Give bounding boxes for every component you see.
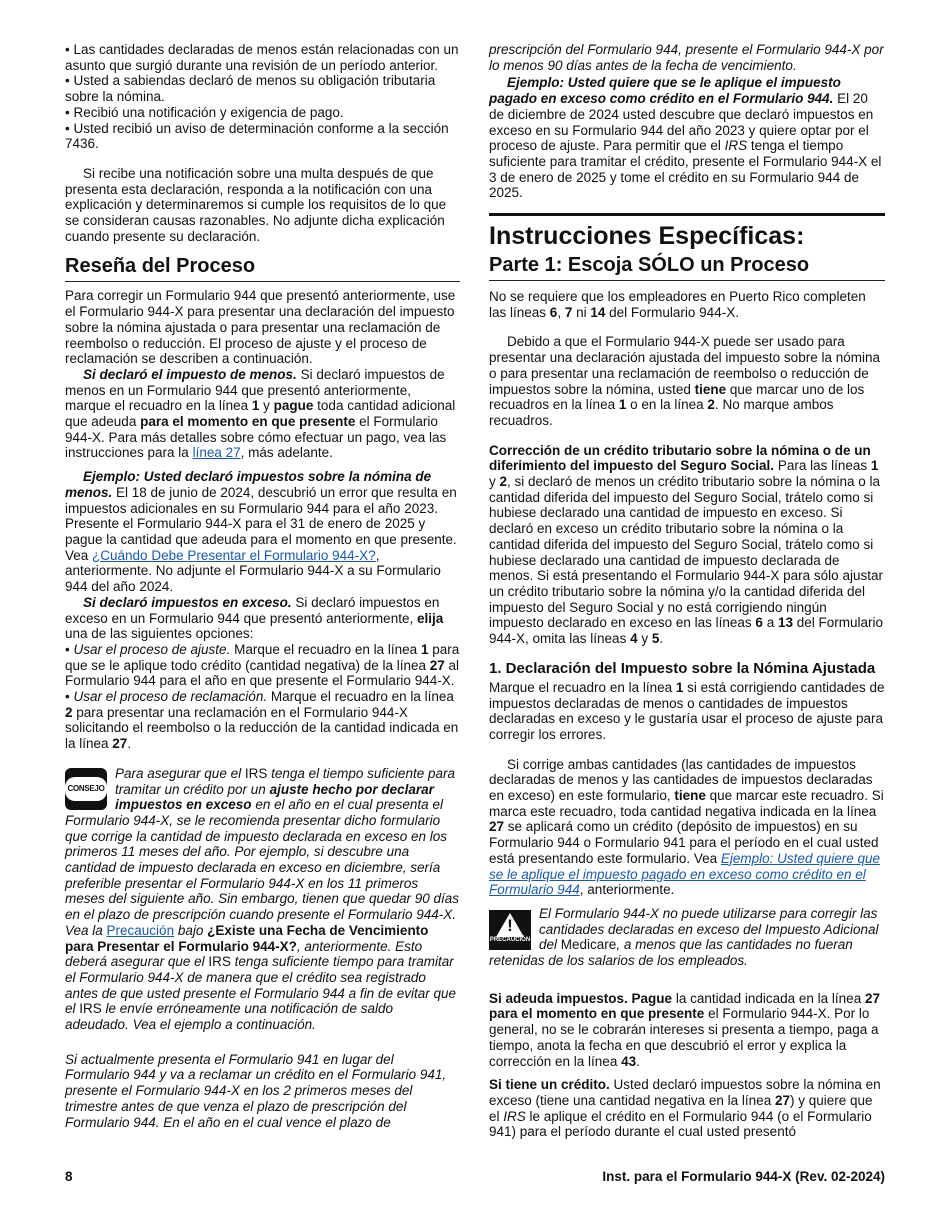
declaracion-ajustada-heading: 1. Declaración del Impuesto sobre la Nómina Ajustada bbox=[489, 659, 876, 677]
continued-paragraph: prescripción del Formulario 944, presente el Formulario 944-X por lo menos 90 días antes de la fecha de vencimiento. bbox=[489, 42, 884, 73]
tip-paragraph: Para asegurar que el IRS tenga el tiempo suficiente para tramitar un crédito por un ajuste hecho por declarar impuestos en exceso en el año en el cual presenta el Formulario 944-X, se le recomienda presentar dicho formulario que corrige la cantidad de impuesto declarada en exceso en los primeros 11 meses del año. Por ejemplo, si descubre una cantidad de impuesto declarada en exceso en diciembre, sería preferible presentar el Formulario 944-X en los 11 primeros meses del siguiente año. Sin embargo, tienen que quedar 90 días en el plazo de prescripción cuando presente el Formulario 944-X. Vea la Precaución bajo ¿Existe una Fecha de Vencimiento para Presentar el Formulario 944-X?, anteriormente. Esto deberá asegurar que el IRS tenga suficiente tiempo para tramitar el Formulario 944-X de manera que el crédito sea registrado antes de que usted presente el Formulario 944 a fin de evitar que el IRS le envíe erróneamente una notificación de saldo adeudado. Vea el ejemplo a continuación. bbox=[65, 765, 460, 1033]
caution-paragraph: El Formulario 944-X no puede utilizarse para corregir las cantidades declaradas en exceso del Impuesto Adicional del Medicare, a menos que las cantidades no fueran retenidas de los salarios de los empleados. bbox=[489, 905, 879, 969]
option-reclamacion: • Usar el proceso de reclamación. Marque el recuadro en la línea 2 para presentar una reclamación en el Formulario 944-X solicitando el reembolso o la reducción de la cantidad indicada en la línea 27. bbox=[65, 689, 459, 752]
bullet-item: • Recibió una notificación y exigencia de pago. bbox=[65, 104, 344, 120]
parte-1-heading: Parte 1: Escoja SÓLO un Proceso bbox=[489, 253, 885, 281]
instrucciones-heading: Instrucciones Específicas: bbox=[489, 213, 885, 251]
menos-paragraph: Si declaró el impuesto de menos. Si declaró impuestos de menos en un Formulario 944 que presentó anteriormente, marque el recuadro en la línea 1 y pague toda cantidad adicional que adeuda para el momento en que presente el Formulario 944-X. Para más detalles sobre cómo efectuar un pago, vea las instrucciones para la línea 27, más adelante. bbox=[65, 366, 456, 461]
cuando-presentar-link[interactable]: ¿Cuándo Debe Presentar el Formulario 944-X? bbox=[92, 547, 376, 563]
bullet-item: • Las cantidades declaradas de menos están relacionadas con un asunto que surgió durante una revisión de un período anterior. bbox=[65, 42, 459, 73]
left-column bbox=[65, 42, 460, 1130]
linea-27-link[interactable]: línea 27 bbox=[192, 445, 241, 461]
puerto-rico-paragraph: No se requiere que los empleadores en Puerto Rico completen las líneas 6, 7 ni 14 del Formulario 944-X. bbox=[489, 289, 866, 320]
warning-icon: ! PRECAUCIÓN bbox=[489, 910, 531, 950]
option-ajuste: • Usar el proceso de ajuste. Marque el recuadro en la línea 1 para que se le aplique todo crédito (cantidad negativa) de la línea 27 al Formulario 944 para el año en que presente el Formulario 944-X. bbox=[65, 641, 460, 689]
right-column bbox=[489, 42, 885, 1140]
exceso-paragraph: Si declaró impuestos en exceso. Si declaró impuestos en exceso en un Formulario 944 que presentó anteriormente, elija una de las siguientes opciones: bbox=[65, 594, 444, 642]
resena-paragraph: Para corregir un Formulario 944 que presentó anteriormente, use el Formulario 944-X para presentar una declaración del impuesto sobre la nómina ajustada o para presentar una reclamación de reembolso o reducción. El proceso de ajuste y el proceso de reclamación se describen a continuación. bbox=[65, 288, 456, 367]
consejo-tip bbox=[65, 766, 460, 1130]
form-reference: Inst. para el Formulario 944-X (Rev. 02-2024) bbox=[602, 1169, 885, 1184]
debido-paragraph: Debido a que el Formulario 944-X puede ser usado para presentar una declaración ajustada del impuesto sobre la nómina o para presentar una reclamación de reembolso o reducción de impuestos sobre la nómina, usted tiene que marcar uno de los recuadros en la línea 1 o en la línea 2. No marque ambos recuadros. bbox=[489, 334, 880, 428]
correccion-paragraph: Corrección de un crédito tributario sobre la nómina o de un diferimiento del impuesto del Seguro Social. Para las líneas 1 y 2, si declaró de menos un crédito tributario sobre la nómina o la cantidad diferida del impuesto del Seguro Social, trátelo como si hubiese declarado una cantidad de impuesto en exceso. Si declaró en exceso un crédito tributario sobre la nómina o la cantidad diferida del impuesto del Seguro Social, trátelo como si hubiese declarado una cantidad de impuesto declarada de menos. Si está presentando el Formulario 944-X para sólo ajustar un crédito tributario sobre la nómina y/o la cantidad diferida del impuesto del Seguro Social y no está corrigiendo ningún impuesto declarado en exceso en las líneas 6 a 13 del Formulario 944-X, omita las líneas 4 y 5. bbox=[489, 442, 884, 647]
penalty-paragraph: Si recibe una notificación sobre una multa después de que presenta esta declaración, responda a la notificación con una explicación y determinaremos si cumple los requisitos de lo que se consideran causas razonables. No adjunte dicha explicación cuando presente su declaración. bbox=[65, 165, 447, 244]
bullet-item: • Usted a sabiendas declaró de menos su obligación tributaria sobre la nómina. bbox=[65, 73, 436, 105]
credito-paragraph: Si tiene un crédito. Usted declaró impuestos sobre la nómina en exceso (tiene una cantidad negativa en la línea 27) y quiere que el IRS le aplique el crédito en el Formulario 944 (o el Formulario 941) para el período durante el cual usted presentó bbox=[489, 1077, 881, 1140]
section-heading-resena: Reseña del Proceso bbox=[65, 254, 460, 282]
example-credito-paragraph: Ejemplo: Usted quiere que se le aplique el impuesto pagado en exceso como crédito en el Formulario 944. El 20 de diciembre de 2024 usted descubre que declaró impuestos en exceso en su Formulario 944 del año 2023 y quiere optar por el proceso de ajuste. Para permitir que el IRS tenga el tiempo suficiente para tramitar el crédito, presente el Formulario 944-X el 3 de enero de 2025 y tome el crédito en su Formulario 944 de 2025. bbox=[489, 75, 882, 201]
tip-paragraph-2: Si actualmente presenta el Formulario 941 en lugar del Formulario 944 y va a reclamar un crédito en el Formulario 941, presente el Formulario 944-X en los 2 primeros meses del trimestre antes de que venza el plazo de prescripción del Formulario 944. En el año en el cual vence el plazo de bbox=[65, 1051, 447, 1130]
ambas-paragraph: Si corrige ambas cantidades (las cantidades de impuestos declaradas de menos y las cantidades de impuestos declaradas en exceso) en este formulario, tiene que marcar este recuadro. Si marca este recuadro, toda cantidad negativa indicada en la línea 27 se aplicará como un crédito (depósito de impuestos) en su Formulario 944 o Formulario 941 para el período en el cual usted está presentando este formulario. Vea Ejemplo: Usted quiere que se le aplique el impuesto pagado en exceso como crédito en el Formulario 944, anteriormente. bbox=[489, 756, 884, 898]
precaucion-note bbox=[489, 906, 885, 969]
ejemplo-credito-link[interactable]: Ejemplo: Usted quiere que se le aplique el impuesto pagado en exceso como crédito en el Formulario 944 bbox=[489, 850, 880, 898]
example-menos-paragraph: Ejemplo: Usted declaró impuestos sobre la nómina de menos. El 18 de junio de 2024, descubrió un error que resulta en impuestos adicionales en su Formulario 944 para el año 2023. Presente el Formulario 944-X para el 31 de enero de 2025 y pague la cantidad que adeuda para el momento en que presente. Vea ¿Cuándo Debe Presentar el Formulario 944-X?, anteriormente. No adjunte el Formulario 944-X a su Formulario 944 del año 2024. bbox=[65, 469, 457, 595]
page-number: 8 bbox=[65, 1169, 73, 1184]
precaucion-link[interactable]: Precaución bbox=[106, 922, 175, 938]
consejo-icon: CONSEJO bbox=[65, 768, 107, 810]
marque-paragraph: Marque el recuadro en la línea 1 si está corrigiendo cantidades de impuestos declaradas de menos o cantidades de impuestos declaradas en exceso y le gustaría usar el proceso de ajuste para corregir los errores. bbox=[489, 679, 885, 742]
adeuda-paragraph: Si adeuda impuestos. Pague la cantidad indicada en la línea 27 para el momento en que presente el Formulario 944-X. Por lo general, no se le cobrarán intereses si presenta a tiempo, paga a tiempo, anota la fecha en que descubrió el error y explica la corrección en la línea 43. bbox=[489, 990, 880, 1069]
bullet-item: • Usted recibió un aviso de determinación conforme a la sección 7436. bbox=[65, 120, 449, 152]
